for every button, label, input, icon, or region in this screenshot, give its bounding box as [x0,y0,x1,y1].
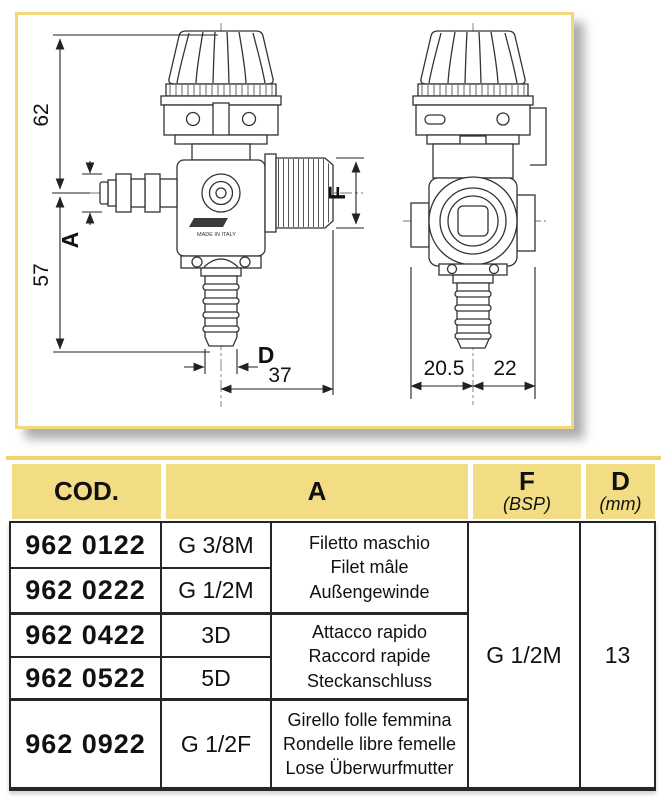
description-line: Raccord rapide [308,646,431,667]
made-in-text: MADE IN ITALY [197,232,236,238]
header-cod-label: COD. [54,475,119,506]
header-d-label: D [611,465,630,496]
valve-side-view [411,31,546,348]
a-cell: G 1/2F [162,701,272,787]
a-cell: 3D [162,615,272,658]
description-line: Attacco rapido [311,622,428,643]
description-line: Außengewinde [309,581,430,602]
cod-cell: 962 0422 [11,615,162,658]
valve-front-view [100,31,333,346]
description-line: Rondelle libre femelle [282,733,457,754]
f-value-cell: G 1/2M [469,523,581,787]
dim-20-5-label: 20.5 [423,357,465,380]
cod-cell: 962 0922 [11,701,162,787]
cod-cell: 962 0522 [11,658,162,701]
cod-cell: 962 0122 [11,523,162,569]
header-a-label: A [307,475,327,506]
cod-cell: 962 0222 [11,569,162,615]
spec-table-body [9,521,656,791]
hose-barb-front [203,276,239,346]
regulator-knob [166,31,276,96]
hose-barb-side [455,283,491,348]
threaded-outlet [265,154,333,232]
header-a [166,464,468,519]
description-cell [272,615,469,701]
dim-a-label: A [57,231,83,249]
header-d [586,464,655,519]
mounting-bracket [530,108,546,165]
dim-37-label: 37 [268,364,292,387]
description-line: Filetto maschio [308,533,431,554]
a-cell: 5D [162,658,272,701]
valve-drawing [18,15,571,426]
description-line: Girello folle femmina [287,709,452,730]
header-f [473,464,581,519]
brand-logo [189,218,228,227]
dim-62-label: 62 [30,103,53,127]
header-d-unit: (mm) [599,494,642,515]
dim-57-label: 57 [30,263,53,287]
header-f-label: F [519,465,535,496]
a-cell: G 1/2M [162,569,272,615]
section-divider-rule [6,456,661,460]
header-cod [12,464,161,519]
description-cell [272,701,469,787]
description-line: Lose Überwurfmutter [285,758,454,779]
a-cell: G 3/8M [162,523,272,569]
technical-drawing-panel [15,12,574,429]
description-line: Steckanschluss [306,670,433,691]
dim-f-label: F [324,185,350,201]
dim-22-label: 22 [493,357,517,380]
dim-d-label: D [257,342,275,368]
inlet-fitting [100,174,177,212]
description-cell [272,523,469,615]
header-f-unit: (BSP) [502,494,551,515]
d-value-cell: 13 [604,641,631,668]
description-line: Filet mâle [330,557,409,578]
